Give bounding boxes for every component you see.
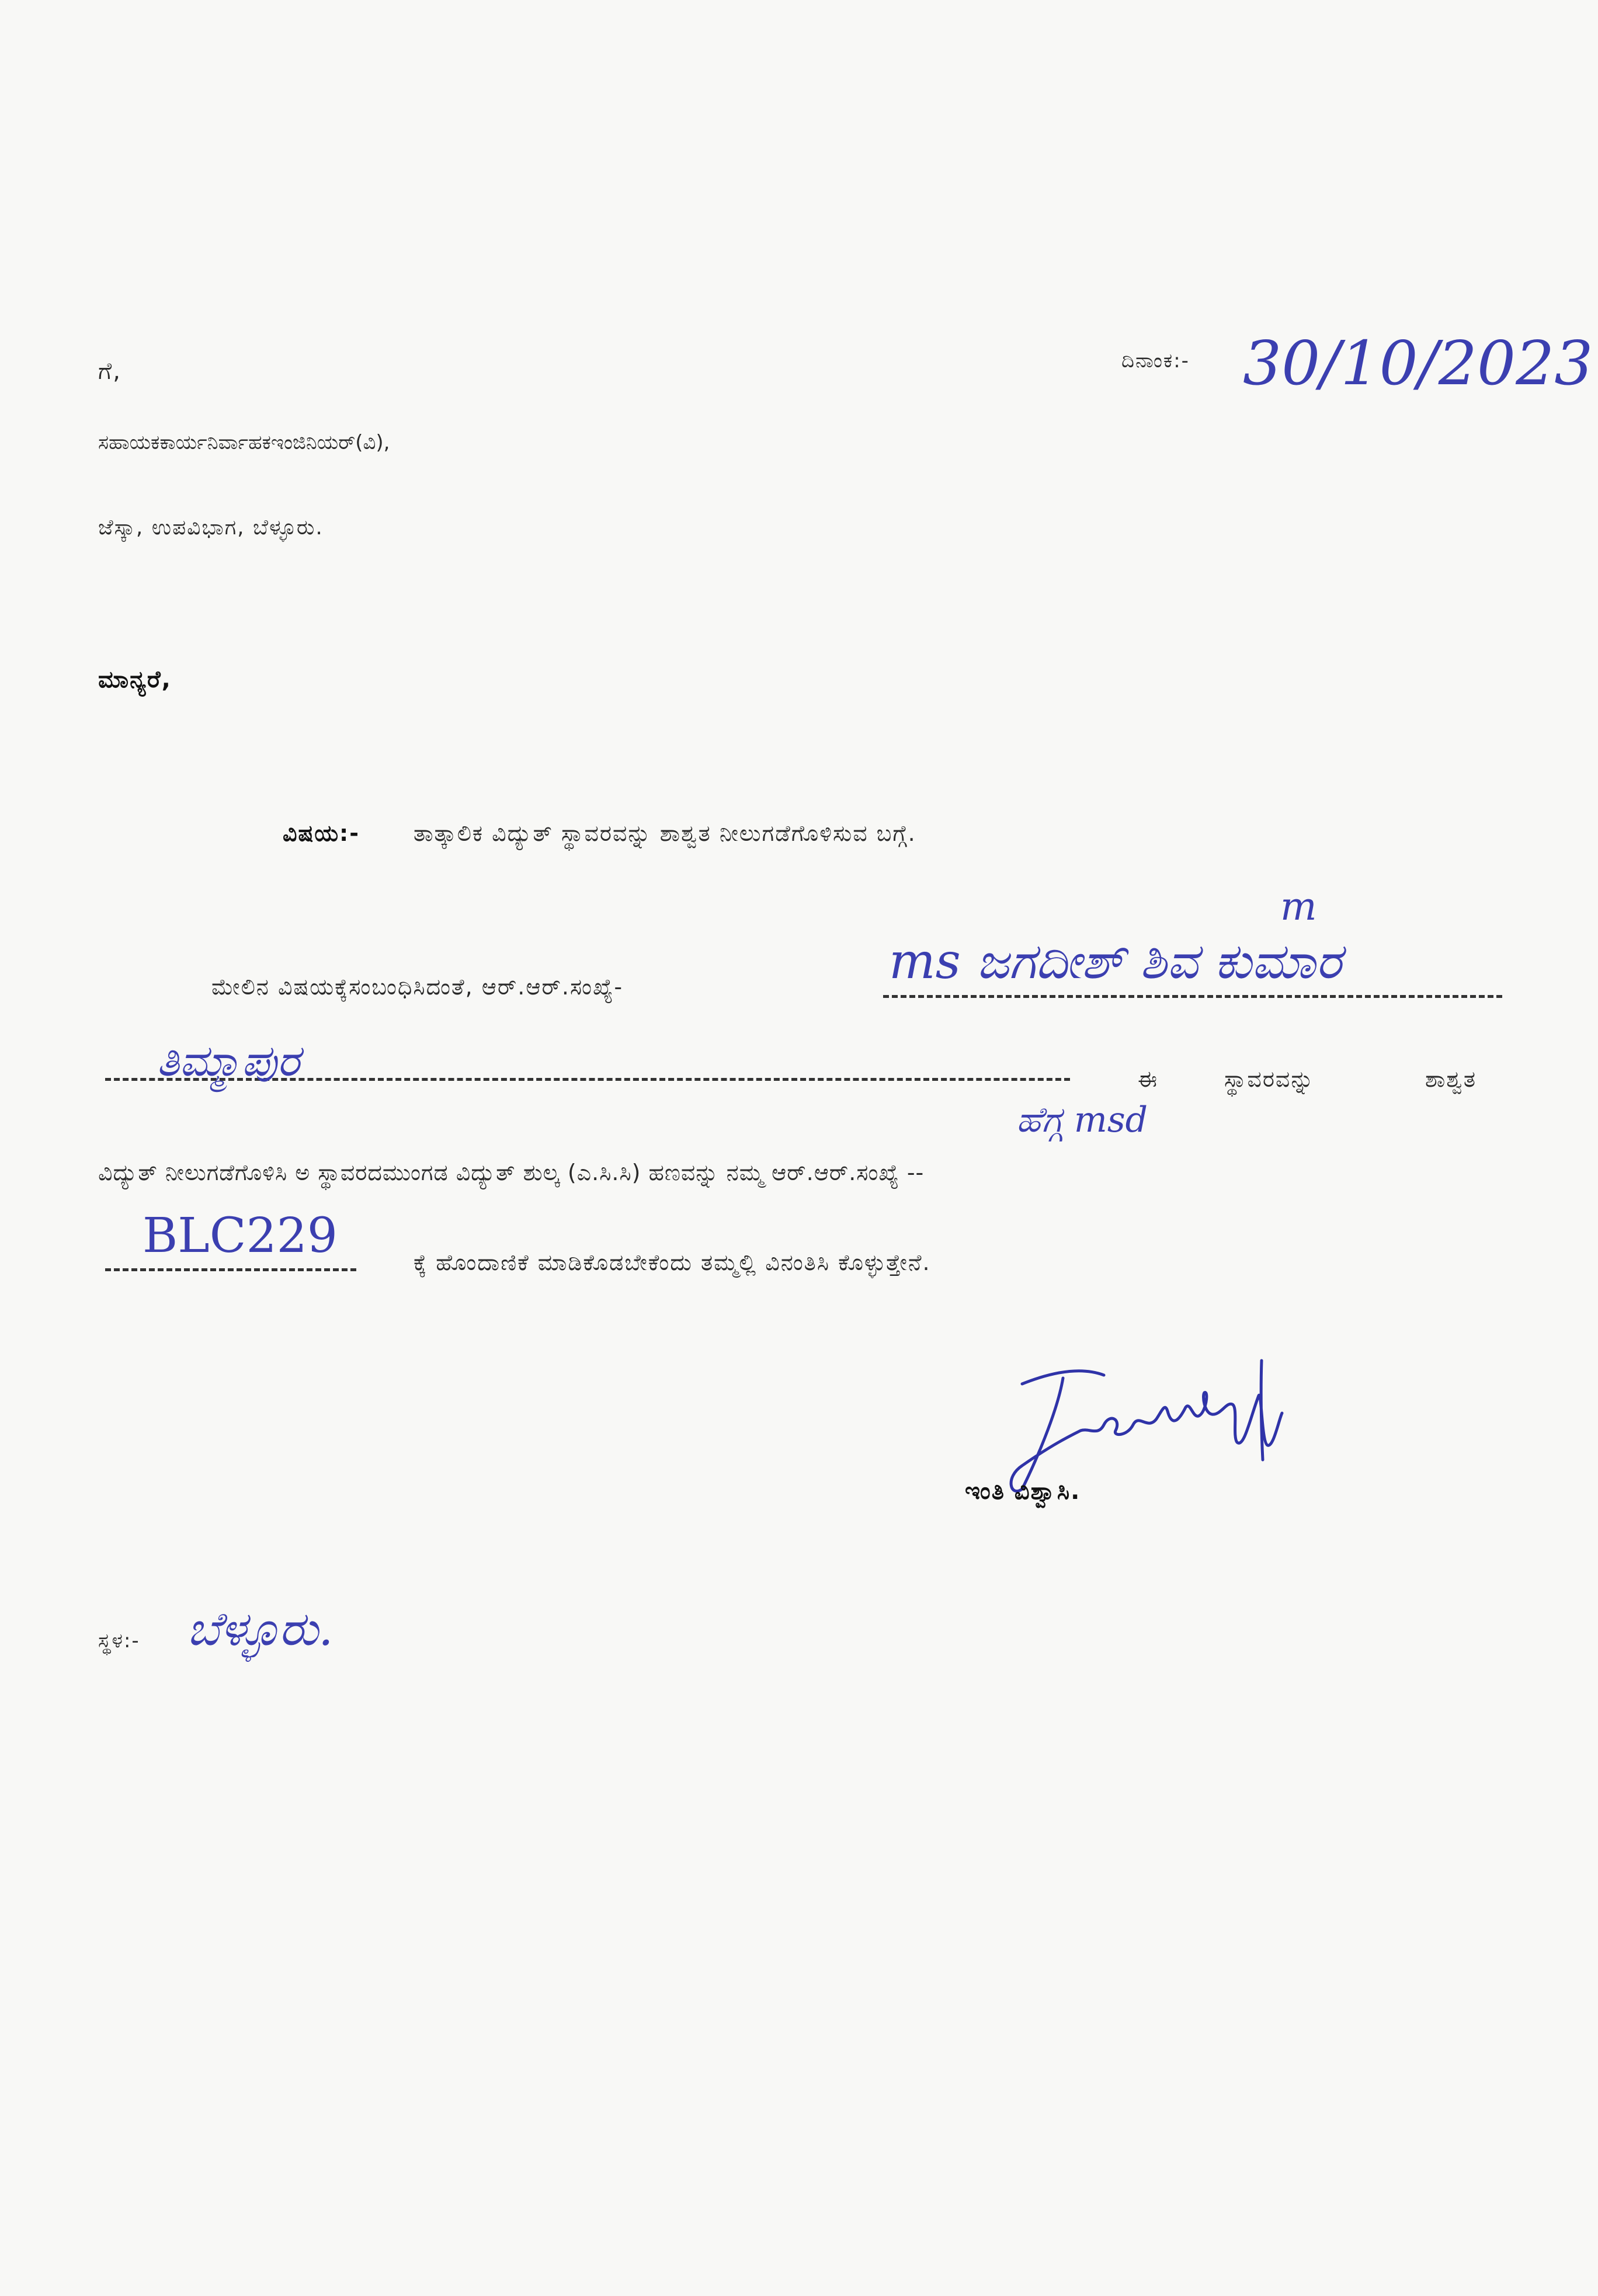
rr-number-handwritten: ms ಜಗದೀಶ್ ಶಿವ ಕುಮಾರ	[889, 933, 1342, 990]
body-line-3: ವಿದ್ಯುತ್ ನೀಲುಗಡೆಗೊಳಿಸಿ ಅ ಸ್ಥಾವರದಮುಂಗಡ ವಿದ್ಯುತ್ ಶುಲ್ಕ (ಎ.ಸಿ.ಸಿ) ಹಣವನ್ನು ನಮ್ಮ ಆರ್.ಆರ್.ಸಂಖ್ಯೆ --	[98, 1160, 925, 1185]
date-label: ದಿನಾಂಕ:-	[1121, 349, 1190, 373]
body-line-4: ಕ್ಕೆ ಹೊಂದಾಣಿಕೆ ಮಾಡಿಕೊಡಬೇಕೆಂದು ತಮ್ಮಲ್ಲಿ ವಿನಂತಿಸಿ ಕೊಳ್ಳುತ್ತೇನೆ.	[414, 1250, 931, 1275]
target-rr-handwritten: BLC229	[143, 1208, 338, 1264]
above-note-handwritten: ಹೆಗ್ಗ msd	[1016, 1100, 1148, 1140]
place-label: ಸ್ಥಳ:-	[98, 1629, 140, 1653]
place-value: ಬೆಳ್ಳೂರು.	[187, 1602, 334, 1656]
rr-number-blank	[883, 995, 1502, 998]
date-value: 30/10/2023	[1243, 328, 1593, 399]
to-label: ಗೆ,	[98, 358, 121, 385]
subject-text: ತಾತ್ಕಾಲಿಕ ವಿದ್ಯುತ್ ಸ್ಥಾವರವನ್ನು ಶಾಶ್ವತ ನೀಲುಗಡೆಗೊಳಿಸುವ ಬಗ್ಗೆ.	[414, 820, 916, 846]
recipient-line-1: ಸಹಾಯಕಕಾರ್ಯನಿರ್ವಾಹಕಇಂಜಿನಿಯರ್(ವಿ),	[98, 431, 390, 454]
body-line-2a: ಈ	[1138, 1066, 1158, 1092]
rr-number-handwritten-sup: m	[1280, 884, 1317, 929]
salutation: ಮಾನ್ಯರೆ,	[98, 666, 172, 693]
recipient-line-2: ಜೆಸ್ಕಾ, ಉಪವಿಭಾಗ, ಬೆಳ್ಳೂರು.	[98, 516, 324, 540]
body-line-1: ಮೇಲಿನ ವಿಷಯಕ್ಕೆಸಂಬಂಧಿಸಿದಂತೆ, ಆರ್.ಆರ್.ಸಂಖ್ಯೆ-	[211, 974, 624, 1000]
body-line-2b: ಸ್ಥಾವರವನ್ನು	[1224, 1066, 1315, 1092]
subject-label: ವಿಷಯ:-	[283, 820, 360, 846]
target-rr-blank	[105, 1268, 356, 1271]
rr-line-2-handwritten: ತಿಮ್ಮಾಪುರ	[157, 1036, 300, 1086]
closing: ಇಂತಿ ವಿಶ್ವಾಸಿ.	[965, 1478, 1081, 1505]
body-line-2c: ಶಾಶ್ವತ	[1425, 1066, 1477, 1092]
